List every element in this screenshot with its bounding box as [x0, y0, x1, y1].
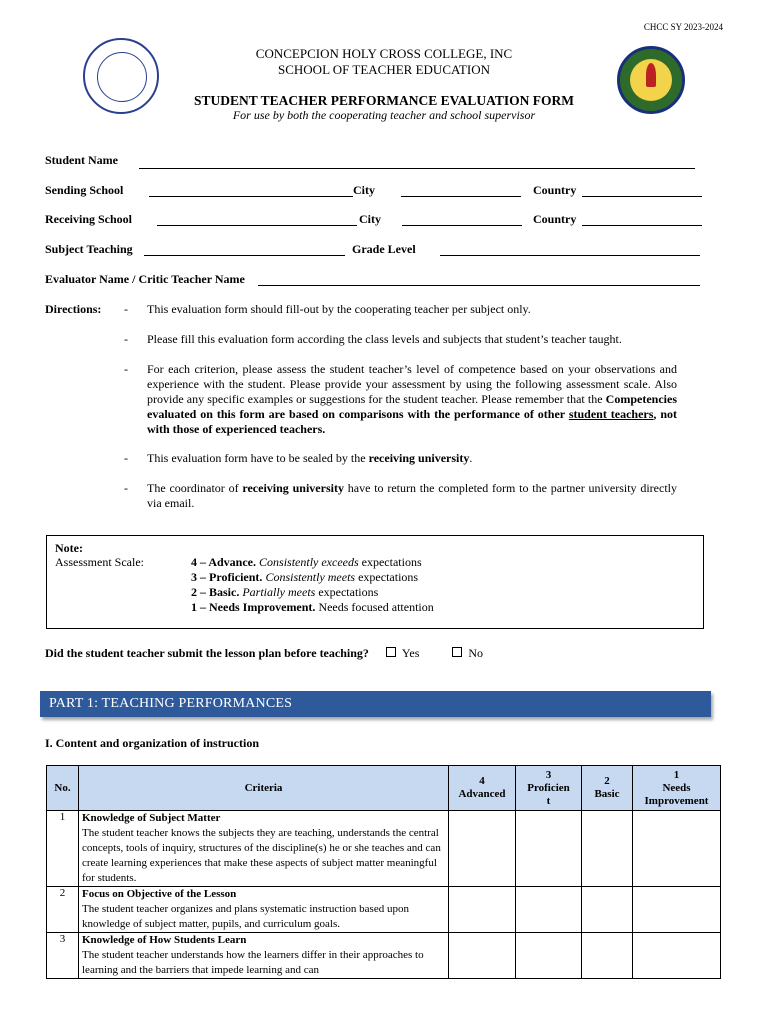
sending-country-field[interactable]: [582, 196, 702, 197]
header-1-label: Needs Improvement: [644, 781, 709, 807]
header-4-num: 4: [479, 775, 485, 787]
rating-cell-4[interactable]: [449, 887, 516, 933]
rating-cell-1[interactable]: [633, 811, 721, 887]
header-3-label: Proficien t: [527, 781, 570, 807]
sending-city-field[interactable]: [401, 196, 521, 197]
no-label: No: [468, 646, 484, 660]
direction-1: This evaluation form should fill-out by the cooperating teacher per subject only.: [147, 302, 531, 316]
direction-4-text: This evaluation form have to be sealed by the: [147, 451, 369, 465]
scale-3-text: expectations: [355, 570, 419, 584]
student-name-field[interactable]: [139, 168, 695, 169]
yes-option[interactable]: [386, 646, 419, 660]
receiving-country-field[interactable]: [582, 225, 702, 226]
assessment-scale-note: [46, 535, 704, 629]
rating-cell-4[interactable]: [449, 811, 516, 887]
header-basic: [582, 766, 633, 811]
rating-cell-3[interactable]: [516, 887, 582, 933]
bullet-dash: -: [124, 451, 128, 465]
row-number: 3: [47, 933, 79, 979]
header-needs-improvement: [633, 766, 721, 811]
receiving-country-label: Country: [533, 212, 577, 226]
header-proficient: [516, 766, 582, 811]
no-checkbox[interactable]: [452, 647, 462, 657]
note-title: Note:: [55, 541, 83, 555]
receiving-city-label: City: [359, 212, 381, 226]
header-2-num: 2: [604, 775, 610, 787]
scale-1-label: 1 – Needs Improvement.: [191, 600, 316, 614]
part1-banner-text: PART 1: TEACHING PERFORMANCES: [49, 696, 293, 711]
scale-3-label: 3 – Proficient.: [191, 570, 263, 584]
evaluator-field[interactable]: [258, 285, 700, 286]
table-row: [47, 887, 721, 933]
rating-cell-4[interactable]: [449, 933, 516, 979]
sending-school-field[interactable]: [149, 196, 353, 197]
criterion-title: Knowledge of How Students Learn: [82, 934, 247, 946]
direction-2: Please fill this evaluation form according the class levels and subjects that student’s teacher taught.: [147, 332, 622, 346]
yes-label: Yes: [401, 646, 420, 660]
rating-cell-2[interactable]: [582, 887, 633, 933]
subject-teaching-label: Subject Teaching: [45, 242, 133, 256]
scale-1: [191, 600, 434, 615]
row-number: 2: [47, 887, 79, 933]
header-2-label: Basic: [594, 788, 620, 800]
school-name: SCHOOL OF TEACHER EDUCATION: [278, 62, 490, 77]
scale-1-text: Needs focused attention: [318, 600, 434, 614]
direction-3: [147, 362, 677, 437]
direction-4-emphasis: receiving university: [368, 451, 470, 465]
direction-3-underline: student teachers: [568, 407, 654, 421]
rating-cell-1[interactable]: [633, 933, 721, 979]
direction-3-emphasis: Competencies evaluated on this form are based on comparisons with the performance of other: [147, 392, 677, 421]
rating-cell-3[interactable]: [516, 933, 582, 979]
yes-checkbox[interactable]: [386, 647, 396, 657]
rating-cell-1[interactable]: [633, 887, 721, 933]
direction-3-text: For each criterion, please assess the student teacher’s level of competence based on your observations and experience with the student. Please provide your assessment by using the following assessment scale. Also provide any specific examples or suggestions for the student teacher. Please remember that the: [147, 362, 677, 406]
scale-3: [191, 570, 418, 585]
direction-4-end: .: [469, 451, 473, 465]
criterion-desc: The student teacher organizes and plans systematic instruction based upon knowledge of subject matter, pupils, and curriculum goals.: [82, 903, 409, 930]
header-no: No.: [47, 766, 79, 811]
header-1-num: 1: [673, 768, 680, 781]
header-3-num: 3: [545, 768, 552, 781]
table-row: [47, 811, 721, 887]
rating-cell-2[interactable]: [582, 811, 633, 887]
part1-banner: [40, 691, 711, 717]
subject-teaching-field[interactable]: [144, 255, 345, 256]
sending-school-label: Sending School: [45, 183, 124, 197]
scale-label: Assessment Scale:: [55, 555, 144, 569]
receiving-school-label: Receiving School: [45, 212, 132, 226]
scale-2: [191, 585, 378, 600]
bullet-dash: -: [124, 302, 128, 316]
criterion-desc: The student teacher knows the subjects they are teaching, understands the central concepts, tools of inquiry, structures of the discipline(s) he or she teaches and can create learning experiences that make these aspects of subject matter meaningful for students.: [82, 827, 441, 884]
form-title: STUDENT TEACHER PERFORMANCE EVALUATION FORM: [193, 93, 575, 108]
lesson-plan-question: [45, 646, 483, 661]
direction-5-emphasis: receiving university: [242, 481, 344, 495]
scale-2-text: expectations: [315, 585, 379, 599]
scale-4-label: 4 – Advance.: [191, 555, 257, 569]
bullet-dash: -: [124, 332, 128, 346]
row-number: 1: [47, 811, 79, 887]
section-heading: I. Content and organization of instruction: [45, 736, 260, 750]
rating-cell-2[interactable]: [582, 933, 633, 979]
criterion-title: Focus on Objective of the Lesson: [82, 888, 237, 900]
table-row: [47, 933, 721, 979]
sending-city-label: City: [353, 183, 375, 197]
direction-3-emphasis-end: , not with those of experienced teachers.: [147, 407, 677, 436]
criterion-cell: [79, 811, 449, 887]
direction-4: [147, 451, 677, 466]
scale-2-label: 2 – Basic.: [191, 585, 240, 599]
bullet-dash: -: [124, 481, 128, 495]
scale-3-emph: Consistently meets: [265, 570, 356, 584]
grade-level-field[interactable]: [440, 255, 700, 256]
criterion-cell: [79, 887, 449, 933]
sending-country-label: Country: [533, 183, 577, 197]
direction-5-end: have to return the completed form to the partner university directly via email.: [147, 481, 677, 510]
scale-2-emph: Partially meets: [242, 585, 316, 599]
criterion-title: Knowledge of Subject Matter: [82, 812, 221, 824]
direction-5: [147, 481, 677, 511]
criterion-desc: The student teacher understands how the learners differ in their approaches to learning and the barriers that impede learning and can: [82, 949, 424, 976]
header-4-label: Advanced: [458, 788, 506, 800]
form-subtitle: For use by both the cooperating teacher and school supervisor: [232, 108, 536, 122]
rating-cell-3[interactable]: [516, 811, 582, 887]
document-code: CHCC SY 2023-2024: [643, 22, 723, 32]
scale-4-emph: Consistently exceeds: [259, 555, 359, 569]
header-criteria: Criteria: [79, 766, 449, 811]
direction-5-text: The coordinator of: [147, 481, 243, 495]
receiving-school-field[interactable]: [157, 225, 357, 226]
criteria-table: [46, 765, 721, 979]
receiving-city-field[interactable]: [402, 225, 522, 226]
evaluator-label: Evaluator Name / Critic Teacher Name: [45, 272, 245, 286]
question-text: Did the student teacher submit the lesson plan before teaching?: [45, 646, 369, 660]
criterion-cell: [79, 933, 449, 979]
college-name: CONCEPCION HOLY CROSS COLLEGE, INC: [255, 46, 513, 61]
scale-4-text: expectations: [358, 555, 422, 569]
no-option[interactable]: [452, 646, 483, 660]
student-name-label: Student Name: [45, 153, 119, 167]
grade-level-label: Grade Level: [352, 242, 416, 256]
bullet-dash: -: [124, 362, 128, 376]
scale-4: [191, 555, 422, 570]
header-advanced: [449, 766, 516, 811]
directions-label: Directions:: [45, 302, 102, 316]
